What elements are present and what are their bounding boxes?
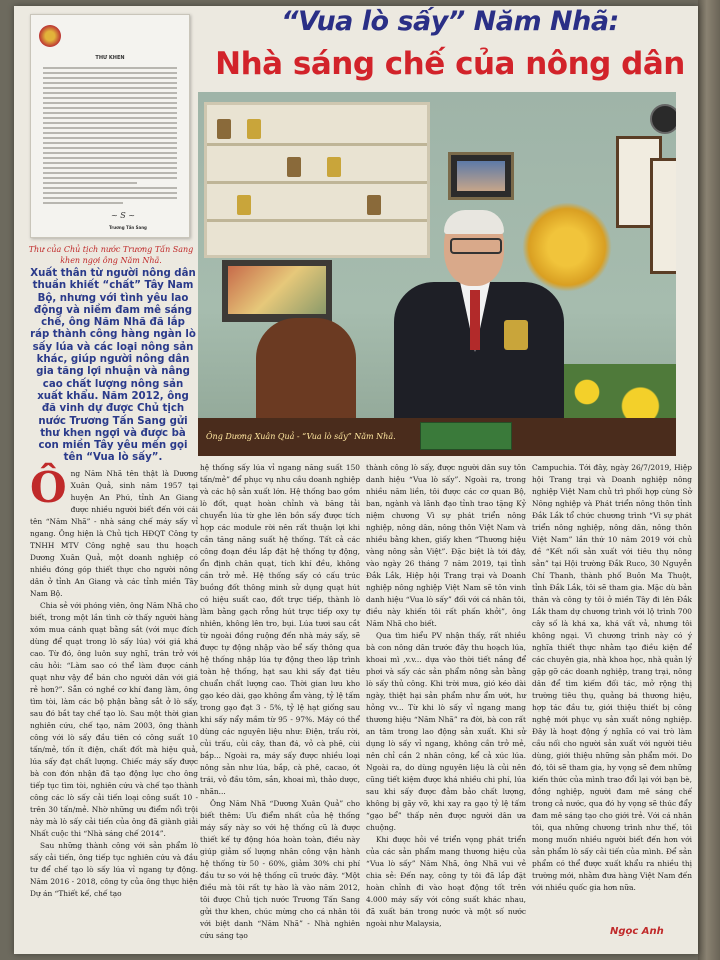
portrait-subject [394, 210, 564, 440]
portrait-frame [448, 152, 514, 200]
photo-caption: Ông Dương Xuân Quả - “Vua lò sấy” Năm Nhã. [206, 432, 396, 441]
body-paragraph: Chia sẻ với phóng viên, ông Năm Nhã cho biết, trong một lần tình cờ thấy người hàng xóm mua cánh quạt bằng sắt (với mục đích dùng để quạt trong lò sấy lúa) với giá khá cao. Từ đó, ông luôn suy nghĩ, trăn trở với câu hỏi: “Làm sao có thể làm được cánh quạt như vậy để bán cho người dân với giá rẻ hơn?”. Sẵn có nghề cơ khí đang làm, ông tìm tòi, làm các bộ phận bằng sắt ở lò sấy, sau đó bắt tay chế tạo lò. Sau một thời gian nghiên cứu, chế tạo, năm 2003, ông thành công với lò sấy đầu tiên có công suất 10 tấn/mẻ, tốn ít điện, chất đốt mà hiệu quả, lúa sấy đạt chất lượng. Chiếc máy sấy được bà con đón nhận đã tạo động lực cho ông tiếp tục tìm tòi, nghiên cứu và chế tạo thành công các lò sấy cải tiến loại công suất 10 - trên 30 tấn/mẻ. Nhờ những ưu điểm nổi trội này mà lò sấy cải tiến của ông đã giành giải Nhất cuộc thi “Nhà sáng chế 2014”. [30, 601, 198, 838]
body-paragraph: thành công lò sấy, được người dân suy tôn danh hiệu “Vua lò sấy”. Ngoài ra, trong nhiều năm liền, tôi được các cơ quan Bộ, ban, ngành và lãnh đạo tỉnh trao tặng Kỷ niệm chương Vì sự phát triển nông nghiệp, nông dân, nông thôn Việt Nam và nhiều bằng khen, giấy khen “Thương hiệu vàng nông sản Việt”. Đặc biệt là tới đây, vào ngày 26 tháng 7 năm 2019, tại tỉnh Đắk Lắk, Hiệp hội Trang trại và Doanh nghiệp nông nghiệp Việt Nam sẽ tôn vinh danh hiệu “Vua lò sấy” đối với cá nhân tôi, điều này khiến tôi rất phấn khởi”, ông Năm Nhã cho biết. [366, 463, 526, 628]
body-paragraph: Sau những thành công với sản phẩm lò sấy cải tiến, ông tiếp tục nghiên cứu và đầu tư để chế tạo lò sấy lúa vỉ ngang tự động. Năm 2016 - 2018, công ty của ông thực hiện Dự án “Thiết kế, chế tạo [30, 841, 198, 898]
main-photo [198, 92, 676, 456]
body-paragraph: Khi được hỏi về triển vọng phát triển của các sản phẩm mang thương hiệu của “Vua lò sấy” Năm Nhã, ông Nhã vui vẻ chia sẻ: Đến nay, công ty tôi đã lắp đặt hoàn chỉnh đi vào hoạt động tốt trên 4.000 máy sấy với công suất khác nhau, đã xuất bán trong nước và một số nước ngoài như Malaysia, [366, 835, 526, 928]
state-emblem-icon [39, 25, 61, 47]
body-column-4 [532, 462, 692, 894]
body-paragraph: ng Năm Nhã tên thật là Dương Xuân Quả, sinh năm 1957 tại huyện An Phú, tỉnh An Giang được nhiều người biết đến với cái tên “Năm Nhã” - nhà sáng chế máy sấy vỉ ngang. Ông hiện là Chủ tịch HĐQT Công ty TNHH MTV Công nghệ sau thu hoạch Dương Xuân Quả, một doanh nghiệp có nhiều đóng góp thiết thực cho người nông dân ở tỉnh An Giang và các tỉnh miền Tây Nam Bộ. [30, 469, 198, 598]
body-paragraph: Ông Năm Nhã “Dương Xuân Quả” cho biết thêm: Ưu điểm nhất của hệ thống máy sấy này so với hệ thống cũ là được thiết kế tự động hóa hoàn toàn, điều này giúp giảm số lượng nhân công vận hành hệ thống từ 50 - 60%, giảm 30% chi phí đầu tư so với hệ thống cũ trước đây. “Một điều mà tôi rất tự hào là vào năm 2012, tôi được Chủ tịch nước Trương Tấn Sang gửi thư khen, chúc mừng cho cá nhân tôi với biệt danh “Năm Nhã” - Nhà nghiên cứu sáng tạo [200, 799, 360, 940]
headline-line2: Nhà sáng chế của nông dân [215, 46, 685, 82]
television [222, 260, 332, 322]
book-on-desk [420, 422, 512, 450]
body-column-3 [366, 462, 526, 930]
letter-image [30, 14, 190, 238]
body-column-2 [200, 462, 360, 942]
drop-cap: Ô [30, 463, 67, 512]
page-edge [698, 0, 720, 960]
calligraphy-scroll-2 [650, 158, 676, 274]
carved-chair [256, 318, 356, 428]
body-column-1 [30, 463, 198, 900]
lead-paragraph: Xuất thân từ người nông dân thuần khiết “chất” Tây Nam Bộ, nhưng với tình yêu lao động và niềm đam mê sáng chế, ông Năm Nhã đã lắp ráp thành công hàng ngàn lò sấy lúa và các loại nông sản khác, giúp người nông dân gia tăng lợi nhuận và nâng cao chất lượng nông sản xuất khẩu. Năm 2012, ông đã vinh dự được Chủ tịch nước Trương Tấn Sang gửi thư khen ngợi và được bà con miền Tây yêu mến gọi tên “Vua lò sấy”. [30, 268, 196, 464]
letter-signer: Trương Tấn Sang [109, 225, 147, 230]
headline-line1: “Vua lò sấy” Năm Nhã: [281, 6, 619, 37]
letter-title: THƯ KHEN [95, 55, 125, 61]
body-paragraph: Qua tìm hiểu PV nhận thấy, rất nhiều bà con nông dân trước đây thu hoạch lúa, khoai mì ,v.v... dựa vào thời tiết nắng để phơi và sấy các sản phẩm nông sản bằng lò sấy thủ công. Khi trời mưa, gió kéo dài ngày, thiệt hại sản phẩm như ẩm ướt, hư hỏng vv... Từ khi lò sấy vỉ ngang mang thương hiệu “Năm Nhã” ra đời, bà con rất an tâm trong lao động sản xuất. Khi sử dụng lò sấy vỉ ngang, không cần trở mẻ, nên chỉ cần 2 nhân công, kể cả xúc lúa. Ngoài ra, do dùng nguyên liệu là củi nên cũng tiết kiệm được khá nhiều chi phí, lúa sau khi sấy được đảm bảo chất lượng, không bị gãy vỡ, khi xay ra gạo tỷ lệ tấm “gạo bể” thấp nên được người dân ưa chuộng. [366, 631, 526, 832]
wall-clock [650, 104, 676, 134]
body-paragraph: Campuchia. Tới đây, ngày 26/7/2019, Hiệp hội Trang trại và Doanh nghiệp nông nghiệp Việt Nam chủ trì phối hợp cùng Sở Nông nghiệp và Phát triển nông thôn tỉnh Đắk Lắk tổ chức chương trình “Vì sự phát triển nông nghiệp, nông dân, nông thôn Việt Nam” lần thứ 10 năm 2019 với chủ đề “Kết nối sản xuất với tiêu thụ nông sản” tại Hội trường Đắk Ruco, 30 Nguyễn Chí Thanh, thành phố Buôn Ma Thuột, tỉnh Đắk Lắk, tôi sẽ tham gia. Mặc dù bản thân và công ty tôi ở miền Tây đi lên Đắk Lắk tham dự chương trình với lộ trình 700 cây số là khá xa, khá vất vả, nhưng tôi không ngại. Vì chương trình này có ý nghĩa thiết thực nhằm tạo điều kiện để các chuyên gia, nhà khoa học, nhà quản lý gặp gỡ các doanh nghiệp, trang trại, nông dân để tìm kiếm đối tác, mở rộng thị trường tiêu thụ, quảng bá thương hiệu, hợp tác đầu tư, giới thiệu thiết bị công nghệ mới phục vụ sản xuất nông nghiệp. Đây là hoạt động ý nghĩa có vai trò làm cầu nối cho người sản xuất với người tiêu dùng, giới thiệu những sản phẩm mới. Do đó, tôi sẽ tham gia, hy vọng sẽ đem những kiến thức của mình trao đổi lại với bạn bè, đồng nghiệp, người đam mê sáng chế trong cả nước, qua đó hy vọng sẽ thúc đẩy đam mê sáng tạo cho giới trẻ. Với cá nhân tôi, qua những chương trình như thế, tôi mong muốn nhiều người biết đến hơn với sản phẩm lò sấy cải tiến của mình. Để sản phẩm có thể được xuất khẩu ra nhiều thị trường mới, nhằm đưa hàng Việt Nam đến với nhiều quốc gia hơn nữa. [532, 463, 692, 892]
signature: ~ S ~ [111, 211, 135, 220]
byline: Ngọc Anh [610, 926, 664, 937]
letter-text-lines [43, 67, 177, 207]
letter-header [65, 25, 125, 39]
body-paragraph: hệ thống sấy lúa vỉ ngang năng suất 150 tấn/mẻ” để phục vụ nhu cầu doanh nghiệp và các hộ sản xuất lớn. Hệ thống bao gồm lò đốt, quạt hoàn chỉnh và băng tải chuyển lúa từ ghe lên bồn sấy được tích hợp các module rời nên rất thuận lợi khi cần tăng năng suất hệ thống. Tất cả các công đoạn đều lắp đặt hệ thống tự động, ổn định chân quạt, tích khí đều, không cần trở mẻ. Hệ thống sấy có cấu trúc buồng đốt thông minh sử dụng quạt hút có hiệu suất cao, đốt trực tiếp, thành lò làm bằng gạch rỗng hút trực tiếp oxy tự nhiên, không lên tro, bụi. Lúa tươi sau cắt từ ngoài đồng ruộng đến nhà máy sấy, sẽ được tự động nhập vào bể sấy thông qua hệ thống nhập lúa tự động theo lập trình toàn hệ thống, hạt sau khi sấy đạt tiêu chuẩn chất lượng cao. Thời gian lưu kho gạo kéo dài, gạo không ẩm vàng, tỷ lệ tấm trong gạo đạt 3 - 5%, tỷ lệ hạt giống sau khi sấy nẩy mầm từ 95 - 97%. Máy có thể dùng các nguyên liệu như: Điện, trấu rời, củi trấu, củi cây, than đá, vỏ cà phê, cùi bắp... Ngoài ra, máy sấy được nhiều loại nông sản như lúa, bắp, cà phê, cacao, ớt trái, vỏ đầu tôm, sắn, khoai mì, thảo dược, nhãn... [200, 463, 360, 796]
letter-caption: Thư của Chủ tịch nước Trương Tấn Sang khen ngợi ông Năm Nhã. [28, 245, 194, 265]
medal-icon [504, 320, 528, 350]
